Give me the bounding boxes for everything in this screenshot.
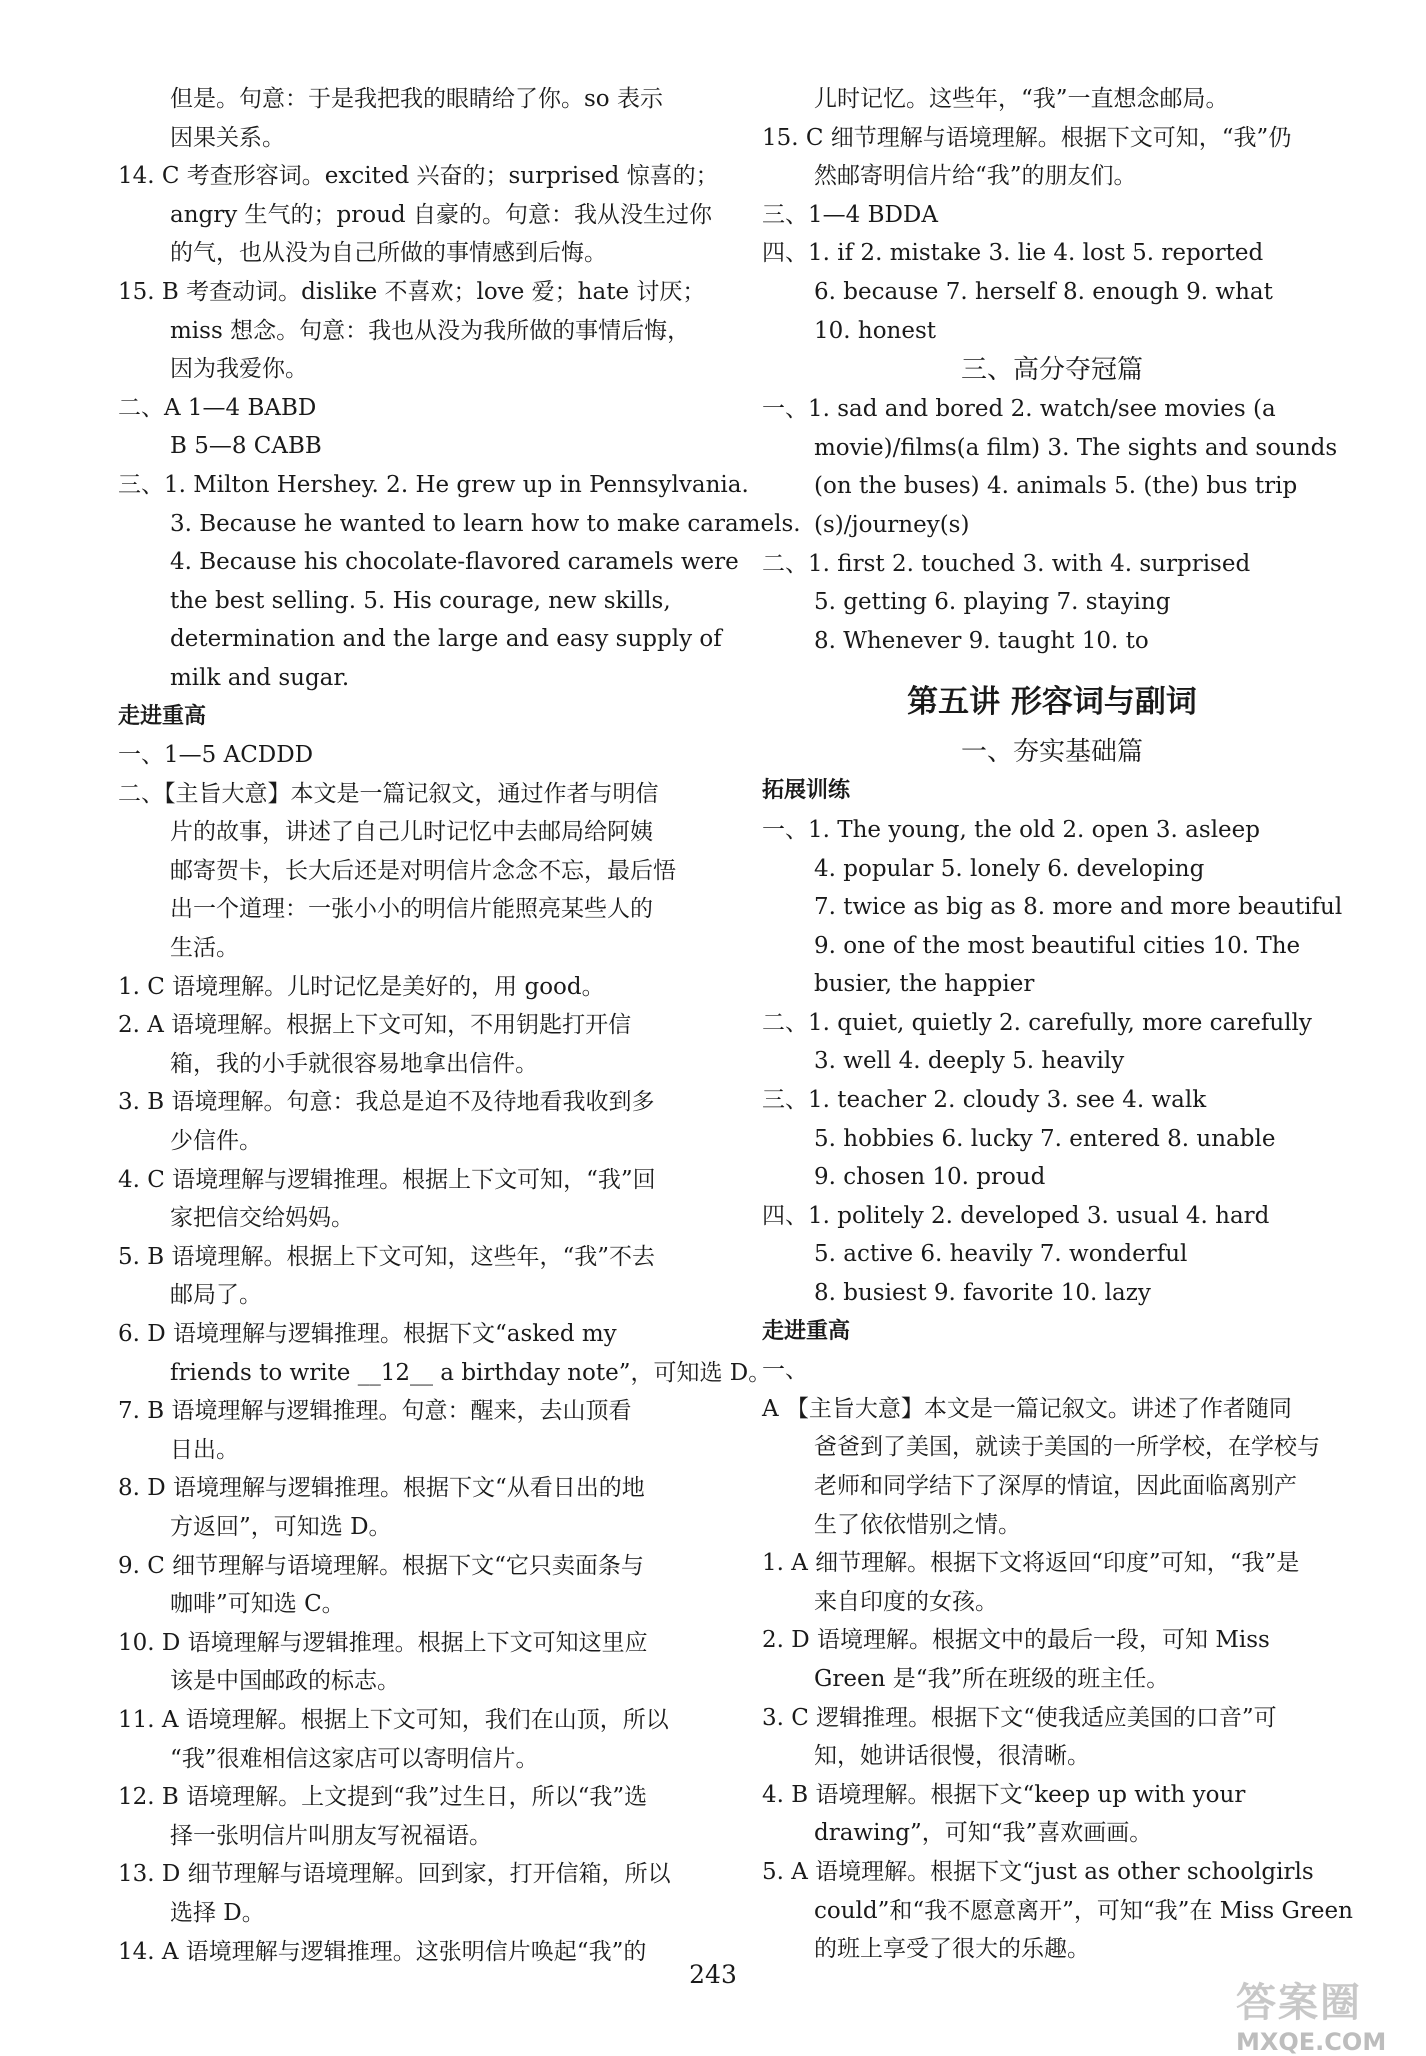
text-line: 13. D 细节理解与语境理解。回到家，打开信箱，所以 [118, 1861, 671, 1888]
text-line: 来自印度的女孩。 [814, 1588, 998, 1615]
text-line: 的班上享受了很大的乐趣。 [814, 1936, 1090, 1963]
text-line: 二、1. first 2. touched 3. with 4. surprised [762, 550, 1251, 577]
text-line: 5. hobbies 6. lucky 7. entered 8. unable [814, 1125, 1276, 1152]
text-line: 3. C 逻辑推理。根据下文“使我适应美国的口音”可 [762, 1704, 1277, 1731]
text-line: 方返回”，可知选 D。 [170, 1513, 392, 1540]
text-line: 10. D 语境理解与逻辑推理。根据上下文可知这里应 [118, 1629, 648, 1656]
watermark-line1: 答案圈 [1236, 1980, 1362, 2026]
text-line: 爸爸到了美国，就读于美国的一所学校，在学校与 [814, 1434, 1320, 1461]
text-line: B 5—8 CABB [170, 433, 322, 460]
chapter-title: 第五讲 形容词与副词 [907, 684, 1197, 721]
text-line: 择一张明信片叫朋友写祝福语。 [170, 1822, 492, 1849]
text-line: 二、1. quiet, quietly 2. carefully, more carefully [762, 1009, 1312, 1036]
watermark-logo [1236, 1971, 1416, 2056]
text-line: 片的故事，讲述了自己儿时记忆中去邮局给阿姨 [170, 819, 653, 846]
text-line: 14. C 考查形容词。excited 兴奋的；surprised 惊喜的； [118, 163, 719, 190]
text-line: 15. C 细节理解与语境理解。根据下文可知，“我”仍 [762, 124, 1292, 151]
text-line: 7. B 语境理解与逻辑推理。句意：醒来，去山顶看 [118, 1398, 632, 1425]
text-line: 9. C 细节理解与语境理解。根据下文“它只卖面条与 [118, 1552, 644, 1579]
text-line: 5. getting 6. playing 7. staying [814, 589, 1171, 616]
text-line: 4. popular 5. lonely 6. developing [814, 855, 1205, 882]
text-line: 三、1. teacher 2. cloudy 3. see 4. walk [762, 1087, 1207, 1114]
text-line: 4. B 语境理解。根据下文“keep up with your [762, 1781, 1246, 1808]
text-line: angry 生气的；proud 自豪的。句意：我从没生过你 [170, 201, 712, 228]
text-line: 14. A 语境理解与逻辑推理。这张明信片唤起“我”的 [118, 1938, 647, 1965]
text-line: 11. A 语境理解。根据上下文可知，我们在山顶，所以 [118, 1706, 669, 1733]
text-line: 8. D 语境理解与逻辑推理。根据下文“从看日出的地 [118, 1475, 645, 1502]
text-line: 日出。 [170, 1436, 239, 1463]
text-line: 家把信交给妈妈。 [170, 1205, 354, 1232]
text-line: 然邮寄明信片给“我”的朋友们。 [814, 163, 1137, 190]
text-line: Green 是“我”所在班级的班主任。 [814, 1665, 1170, 1692]
text-line: 二、【主旨大意】本文是一篇记叙文，通过作者与明信 [118, 780, 659, 807]
text-line: 8. busiest 9. favorite 10. lazy [814, 1280, 1151, 1307]
text-line: 7. twice as big as 8. more and more beautiful [814, 894, 1343, 921]
text-line: 3. B 语境理解。句意：我总是迫不及待地看我收到多 [118, 1089, 655, 1116]
text-line: determination and the large and easy supply of [170, 626, 722, 653]
text-line: could”和“我不愿意离开”，可知“我”在 Miss Green [814, 1897, 1353, 1924]
text-line: 5. A 语境理解。根据下文“just as other schoolgirls [762, 1858, 1314, 1885]
text-line: 一、 [762, 1357, 808, 1384]
text-line: 5. B 语境理解。根据上下文可知，这些年，“我”不去 [118, 1243, 655, 1270]
text-line: 四、1. politely 2. developed 3. usual 4. hard [762, 1202, 1270, 1229]
text-line: (on the buses) 4. animals 5. (the) bus trip [814, 473, 1298, 500]
text-line: 少信件。 [170, 1128, 262, 1155]
text-line: movie)/films(a film) 3. The sights and sounds [814, 434, 1338, 461]
text-line: 咖啡”可知选 C。 [170, 1591, 345, 1618]
section-title: 三、高分夺冠篇 [960, 355, 1143, 386]
text-line: 1. C 语境理解。儿时记忆是美好的，用 good。 [118, 973, 605, 1000]
text-line: 知，她讲话很慢，很清晰。 [814, 1743, 1090, 1770]
text-line: 三、1—4 BDDA [762, 201, 938, 228]
text-line: 四、1. if 2. mistake 3. lie 4. lost 5. reported [762, 240, 1264, 267]
text-line: 4. C 语境理解与逻辑推理。根据上下文可知，“我”回 [118, 1166, 656, 1193]
text-line: 儿时记忆。这些年，“我”一直想念邮局。 [814, 86, 1229, 112]
left-column [118, 80, 801, 1971]
text-line: 5. active 6. heavily 7. wonderful [814, 1241, 1188, 1268]
text-line: miss 想念。句意：我也从没为我所做的事情后悔， [170, 317, 691, 344]
right-column [762, 80, 1353, 1969]
subsection-label: 走进重高 [762, 1318, 851, 1344]
text-line: 12. B 语境理解。上文提到“我”过生日，所以“我”选 [118, 1784, 648, 1811]
page-number: 243 [689, 1960, 737, 1989]
text-line: 15. B 考查动词。dislike 不喜欢；love 爱；hate 讨厌； [118, 278, 706, 305]
subsection-label: 拓展训练 [762, 778, 851, 804]
text-line: 出一个道理：一张小小的明信片能照亮某些人的 [170, 896, 653, 923]
text-line: 因为我爱你。 [170, 356, 308, 383]
subsection-label: 走进重高 [118, 703, 207, 729]
text-line: 2. D 语境理解。根据文中的最后一段，可知 Miss [762, 1627, 1270, 1654]
text-line: (s)/journey(s) [814, 511, 970, 538]
text-line: drawing”，可知“我”喜欢画画。 [814, 1820, 1153, 1847]
watermark-line2: MXQE.COM [1236, 2028, 1387, 2056]
text-line: 6. because 7. herself 8. enough 9. what [814, 278, 1273, 305]
text-line: 生了依依惜别之情。 [814, 1511, 1021, 1538]
text-line: 邮寄贺卡，长大后还是对明信片念念不忘，最后悟 [170, 857, 676, 884]
text-line: 一、1. sad and bored 2. watch/see movies (a [762, 396, 1276, 423]
text-line: 2. A 语境理解。根据上下文可知，不用钥匙打开信 [118, 1012, 632, 1039]
text-line: 三、1. Milton Hershey. 2. He grew up in Pennsylvania. [118, 471, 749, 498]
text-line: 该是中国邮政的标志。 [170, 1668, 400, 1695]
text-line: 3. Because he wanted to learn how to make caramels. [170, 510, 801, 537]
text-line: 老师和同学结下了深厚的情谊，因此面临离别产 [814, 1473, 1297, 1499]
text-line: 邮局了。 [170, 1282, 262, 1309]
text-line: 10. honest [814, 317, 937, 344]
text-line: 1. A 细节理解。根据下文将返回“印度”可知，“我”是 [762, 1550, 1300, 1577]
text-line: 二、A 1—4 BABD [118, 394, 317, 421]
text-line: 的气，也从没为自己所做的事情感到后悔。 [170, 240, 607, 267]
text-line: friends to write __12__ a birthday note”，可知选 D。 [170, 1359, 772, 1386]
text-line: 4. Because his chocolate-flavored caramels were [170, 549, 739, 576]
section-title: 一、夯实基础篇 [960, 737, 1143, 768]
text-line: milk and sugar. [170, 664, 350, 691]
text-line: 但是。句意：于是我把我的眼睛给了你。so 表示 [170, 86, 663, 112]
text-line: the best selling. 5. His courage, new skills, [170, 587, 671, 614]
text-line: 一、1. The young, the old 2. open 3. asleep [762, 816, 1260, 843]
text-line: 3. well 4. deeply 5. heavily [814, 1048, 1125, 1075]
text-line: 9. chosen 10. proud [814, 1164, 1046, 1191]
text-line: 9. one of the most beautiful cities 10. The [814, 932, 1301, 959]
text-line: 生活。 [170, 935, 239, 962]
text-line: 8. Whenever 9. taught 10. to [814, 627, 1149, 654]
text-line: 选择 D。 [170, 1899, 265, 1926]
text-line: A 【主旨大意】本文是一篇记叙文。讲述了作者随同 [762, 1395, 1292, 1422]
text-line: 箱，我的小手就很容易地拿出信件。 [170, 1050, 538, 1077]
text-line: 因果关系。 [170, 124, 285, 151]
text-line: 6. D 语境理解与逻辑推理。根据下文“asked my [118, 1321, 617, 1347]
text-line: 一、1—5 ACDDD [118, 742, 314, 769]
text-line: “我”很难相信这家店可以寄明信片。 [170, 1745, 539, 1772]
text-line: busier, the happier [814, 971, 1035, 998]
